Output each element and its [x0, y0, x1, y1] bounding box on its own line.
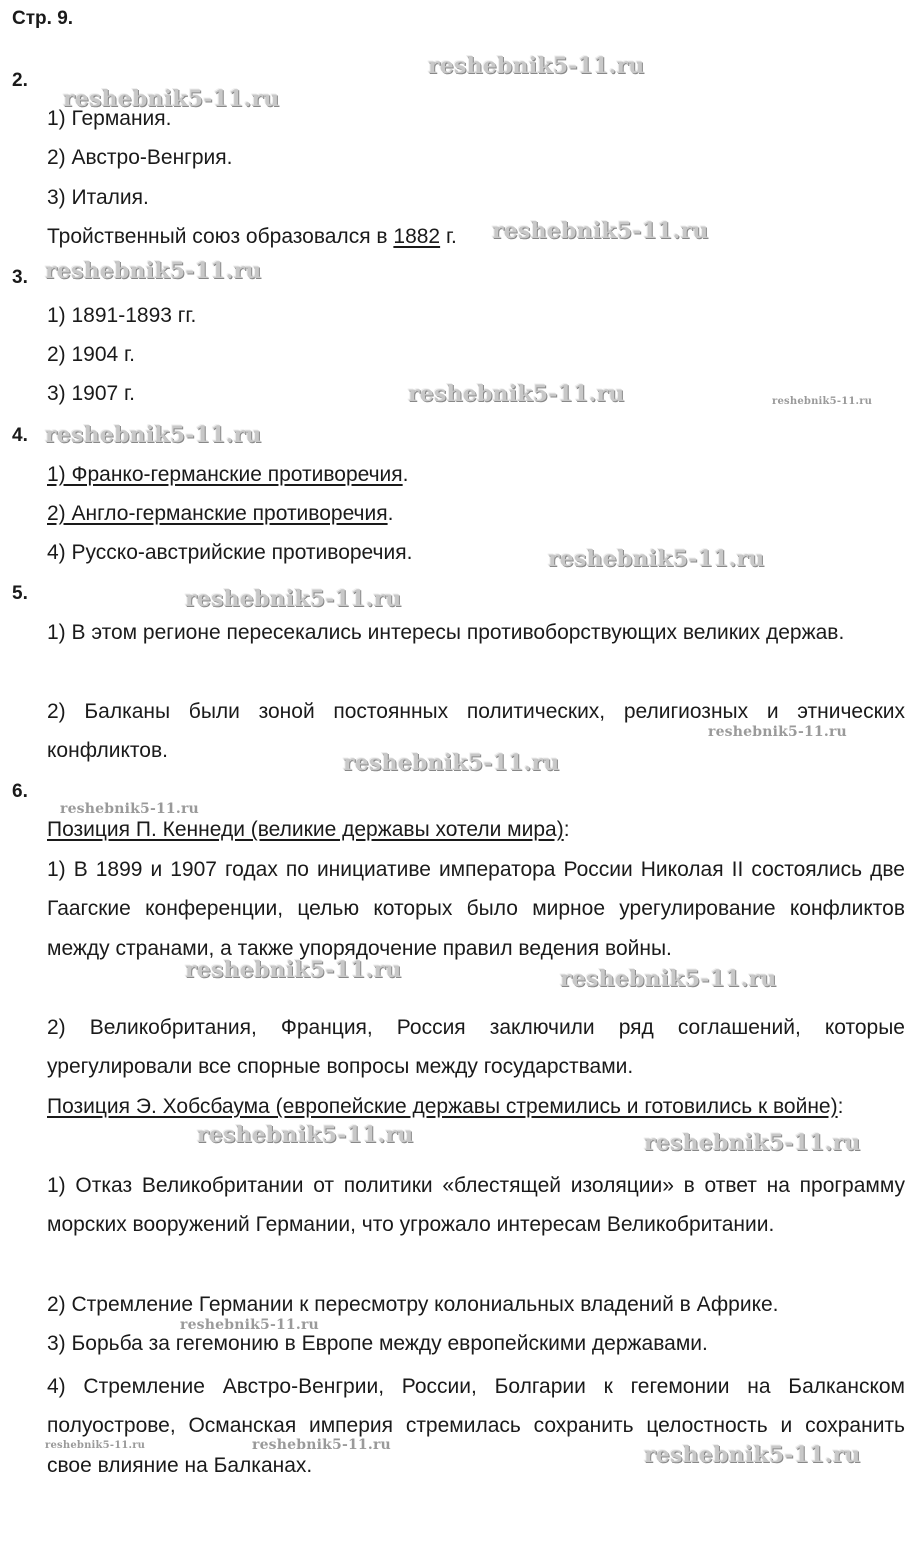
watermark: reshebnik5-11.ru	[252, 1437, 391, 1453]
watermark: reshebnik5-11.ru	[45, 258, 262, 284]
watermark: reshebnik5-11.ru	[644, 1442, 861, 1468]
kennedy-item-1: 1) В 1899 и 1907 годах по инициативе императора России Николая II состоялись две Гаагские конференции, целью которых было мирное урегулирование конфликтов между странами, а также упорядочение правил ведения войны.	[47, 858, 905, 960]
task-5-number: 5.	[12, 583, 28, 604]
watermark: reshebnik5-11.ru	[185, 586, 402, 612]
task-5-item-2: 2) Балканы были зоной постоянных политических, религиозных и этнических конфликтов.	[47, 700, 905, 763]
task-6-number: 6.	[12, 781, 28, 802]
task-4-number: 4.	[12, 425, 28, 446]
watermark: reshebnik5-11.ru	[45, 422, 262, 448]
hobsbawm-heading-colon: :	[837, 1095, 844, 1118]
hobsbawm-item-2: 2) Стремление Германии к пересмотру колониальных владений в Африке.	[47, 1293, 779, 1316]
kennedy-heading-colon: :	[563, 818, 570, 841]
hobsbawm-item-4: 4) Стремление Австро-Венгрии, России, Болгарии к гегемонии на Балканском полуострове, Османская империя стремилась сохранить целостность и сохранить свое влияние на Балканах.	[47, 1375, 905, 1477]
task-2-number: 2.	[12, 70, 28, 91]
watermark: reshebnik5-11.ru	[492, 218, 709, 244]
task-4-item-2-dot: .	[387, 502, 394, 525]
hobsbawm-item-3: 3) Борьба за гегемонию в Европе между европейскими державами.	[47, 1332, 708, 1355]
task-4-item-3: 4) Русско-австрийские противоречия.	[47, 541, 413, 564]
watermark: reshebnik5-11.ru	[180, 1317, 319, 1333]
watermark: reshebnik5-11.ru	[428, 53, 645, 79]
hobsbawm-heading	[47, 1087, 905, 1126]
task-2-item-1: 1) Германия.	[47, 107, 172, 130]
watermark: reshebnik5-11.ru	[560, 966, 777, 992]
task-3-item-1: 1) 1891-1893 гг.	[47, 304, 197, 327]
watermark: reshebnik5-11.ru	[343, 750, 560, 776]
task-4-item-2-text: 2) Англо-германские противоречия	[47, 502, 388, 525]
task-5-item-1: 1) В этом регионе пересекались интересы противоборствующих великих держав.	[47, 621, 845, 644]
task-4-item-1-dot: .	[402, 463, 409, 486]
task-2-unit: г.	[440, 225, 457, 248]
task-4-item-1-text: 1) Франко-германские противоречия	[47, 463, 403, 486]
task-2-year: 1882	[393, 225, 441, 248]
kennedy-item-2: 2) Великобритания, Франция, Россия заключили ряд соглашений, которые урегулировали все спорные вопросы между государствами.	[47, 1016, 905, 1079]
watermark: reshebnik5-11.ru	[772, 396, 873, 407]
kennedy-heading-text: Позиция П. Кеннеди (великие державы хотели мира)	[47, 818, 564, 841]
watermark: reshebnik5-11.ru	[60, 801, 199, 817]
task-4-item-2	[47, 494, 905, 533]
task-4-item-1	[47, 455, 905, 494]
task-2-sentence	[47, 217, 905, 256]
watermark: reshebnik5-11.ru	[63, 86, 280, 112]
task-3-number: 3.	[12, 267, 28, 288]
task-3-item-2: 2) 1904 г.	[47, 343, 135, 366]
watermark: reshebnik5-11.ru	[197, 1122, 414, 1148]
task-3-item-3: 3) 1907 г.	[47, 382, 135, 405]
watermark: reshebnik5-11.ru	[548, 546, 765, 572]
task-2-item-2: 2) Австро-Венгрия.	[47, 146, 233, 169]
hobsbawm-item-1: 1) Отказ Великобритании от политики «блестящей изоляции» в ответ на программу морских вооружений Германии, что угрожало интересам Великобритании.	[47, 1174, 905, 1237]
watermark: reshebnik5-11.ru	[185, 957, 402, 983]
task-2-sentence-text: Тройственный союз образовался в	[47, 225, 394, 248]
watermark: reshebnik5-11.ru	[644, 1130, 861, 1156]
watermark: reshebnik5-11.ru	[45, 1440, 146, 1451]
watermark: reshebnik5-11.ru	[708, 724, 847, 740]
hobsbawm-heading-text: Позиция Э. Хобсбаума (европейские державы стремились и готовились к войне)	[47, 1095, 838, 1118]
page-title: Стр. 9.	[12, 8, 74, 29]
task-2-item-3: 3) Италия.	[47, 186, 149, 209]
watermark: reshebnik5-11.ru	[408, 381, 625, 407]
